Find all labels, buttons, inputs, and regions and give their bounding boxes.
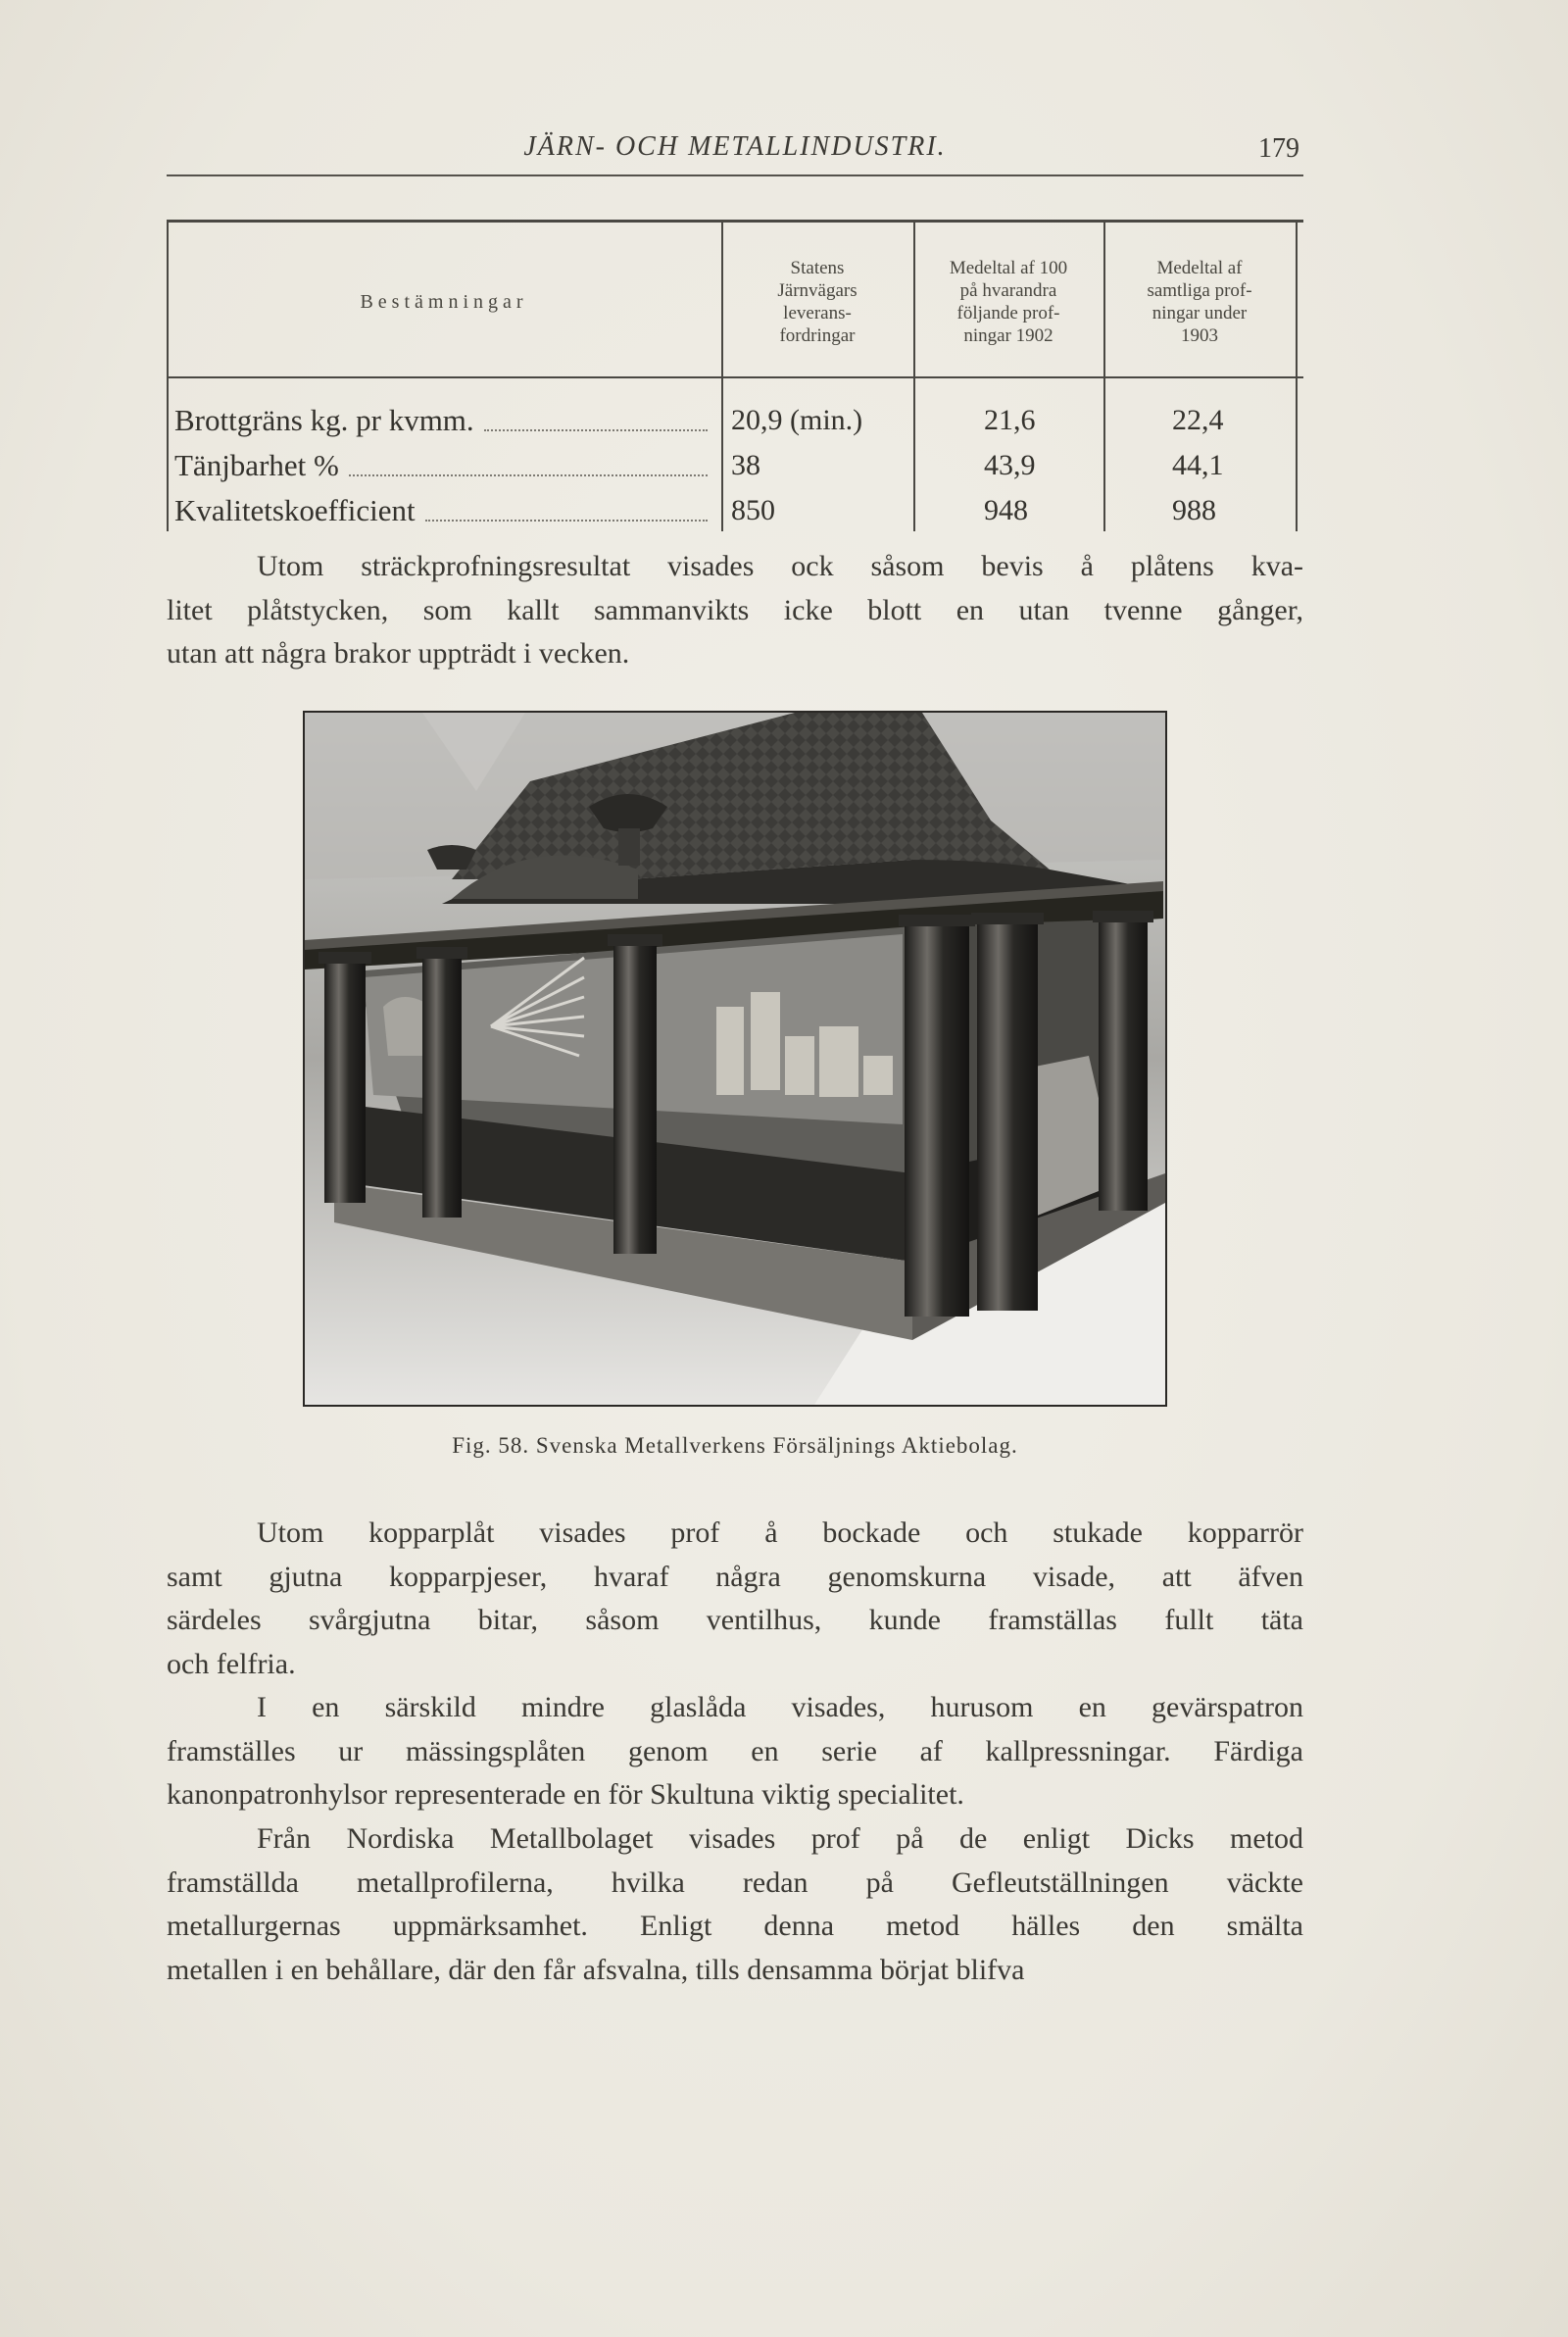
leader-dots (484, 429, 708, 431)
table-header-cell: Statens Järnvägars leverans- fordringar (777, 258, 858, 346)
row-label: Kvalitetskoefficient (174, 493, 416, 527)
exhibition-photo (303, 711, 1167, 1407)
leader-dots (349, 474, 708, 476)
value-cell: 44,1 (1172, 449, 1224, 481)
table-header-rule (167, 376, 1303, 378)
paragraph: Från Nordiska Metallbolaget visades prof på de enligt Dicks metod framställda metallprofilerna, hvilka redan på Gefleutställningen väckte metallurgernas uppmärksamhet. Enligt denna metod hälles den smälta metallen i en behållare, där den får afsvalna, tills densamma börjat blifva (167, 1822, 1303, 1986)
paragraph: Utom kopparplåt visades prof å bockade och stukade kopparrör samt gjutna kopparpjeser, hvaraf några genomskurna visade, att äfven särdeles svårgjutna bitar, såsom ventilhus, kunde framställas fullt täta och felfria. (167, 1517, 1303, 1680)
table-header-cell: Bestämningar (360, 290, 528, 313)
value-cell: 20,9 (min.) (731, 404, 863, 436)
figure-caption: Fig. 58. Svenska Metallverkens Försäljnings Aktiebolag. (452, 1433, 1018, 1458)
paragraph: Utom sträckprofningsresultat visades ock såsom bevis å plåtens kva- litet plåtstycken, som kallt sammanvikts icke blott en utan tvenne gånger, utan att några brakor uppträdt i vecken. (167, 550, 1303, 670)
running-title: JÄRN- OCH METALLINDUSTRI. (523, 131, 947, 162)
value-cell: 21,6 (984, 404, 1036, 436)
table-top-rule (167, 220, 1303, 223)
display-case-illustration (305, 713, 1165, 1405)
row-label: Tänjbarhet % (174, 448, 339, 482)
value-cell: 43,9 (984, 449, 1036, 481)
table-row (167, 488, 1303, 533)
value-cell: 850 (731, 494, 775, 526)
value-cell: 22,4 (1172, 404, 1224, 436)
value-cell: 38 (731, 449, 760, 481)
table-row (167, 443, 1303, 488)
paragraph: I en särskild mindre glaslåda visades, hurusom en gevärspatron framställes ur mässingsplåten genom en serie af kallpressningar. Färdiga kanonpatronhylsor representerade en för Skultuna viktig specialitet. (167, 1691, 1303, 1811)
page-number: 179 (1258, 133, 1299, 164)
value-cell: 948 (984, 494, 1028, 526)
table-row (167, 398, 1303, 443)
measurement-table (167, 220, 1303, 531)
running-head (167, 125, 1303, 176)
value-cell: 988 (1172, 494, 1216, 526)
leader-dots (425, 520, 708, 522)
table-header-cell: Medeltal af samtliga prof- ningar under 1903 (1147, 258, 1252, 346)
table-header-cell: Medeltal af 100 på hvarandra följande prof- ningar 1902 (949, 258, 1068, 346)
row-label: Brottgräns kg. pr kvmm. (174, 403, 474, 437)
